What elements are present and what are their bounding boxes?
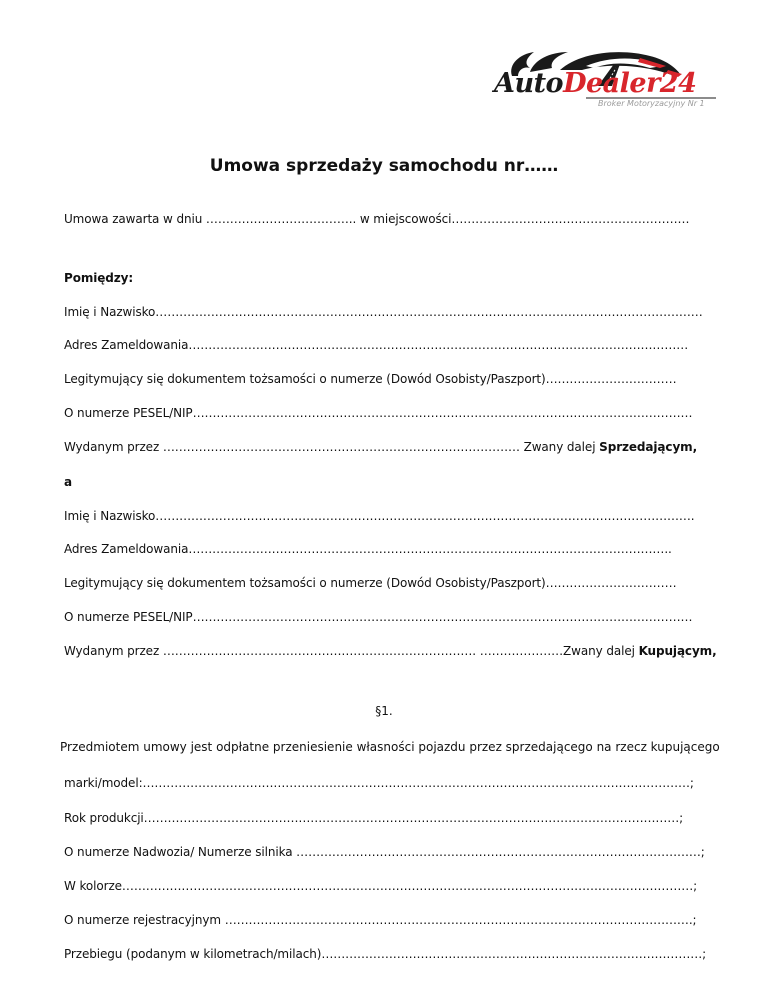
section-1-intro: Przedmiotem umowy jest odpłatne przeniesienie własności pojazdu przez sprzedającego na rzecz kupującego <box>60 740 720 754</box>
contract-date-place-line: Umowa zawarta w dniu ……………………………….. w miejscowości…………………………………………………… <box>64 212 690 226</box>
buyer-issued-by-text: Wydanym przez ……………………………………………………………………. …………………Zwany dalej <box>64 644 639 658</box>
seller-pesel-line: O numerze PESEL/NIP……………………………………………………………………………………………………………… <box>64 406 693 420</box>
vehicle-year-line: Rok produkcji………………………………………………………………………………………………………………………; <box>64 811 684 825</box>
seller-id-document-line: Legitymujący się dokumentem tożsamości o numerze (Dowód Osobisty/Paszport)…………………………… <box>64 372 677 386</box>
between-label <box>64 270 133 286</box>
buyer-id-document-line: Legitymujący się dokumentem tożsamości o numerze (Dowód Osobisty/Paszport)…………………………… <box>64 576 677 590</box>
vehicle-vin-line: O numerze Nadwozia/ Numerze silnika …………………………………………………………………………………………; <box>64 845 705 859</box>
vehicle-mileage-line: Przebiegu (podanym w kilometrach/milach)……………………………………………………………………………………; <box>64 947 707 961</box>
logo-tagline: Broker Motoryzacyjny Nr 1 <box>598 99 705 108</box>
company-logo <box>490 46 720 114</box>
between-label-text: Pomiędzy: <box>64 271 134 285</box>
buyer-issued-by-line <box>64 643 717 659</box>
and-label-text: a <box>64 475 72 489</box>
section-1-heading: §1. <box>375 704 393 718</box>
buyer-role: Kupującym, <box>638 644 717 658</box>
buyer-name-line: Imię i Nazwisko………………………………………………………………………………………………………………………. <box>64 509 695 523</box>
seller-issued-by-line <box>64 439 697 455</box>
buyer-address-line: Adres Zameldowania………………………………………………………………………………………………………….. <box>64 542 672 556</box>
logo-word-dealer24: Dealer24 <box>563 68 697 99</box>
vehicle-registration-line: O numerze rejestracyjnym ……………………………………………………………………………………………………….; <box>64 913 697 927</box>
vehicle-color-line: W kolorze………………………………………………………………………………………………………………………………; <box>64 879 698 893</box>
and-label <box>64 474 72 490</box>
vehicle-make-model-line: marki/model:…………………………………………………………………………………………………………………………; <box>64 776 694 790</box>
seller-role: Sprzedającym, <box>599 440 698 454</box>
logo-wordmark <box>494 68 696 99</box>
seller-name-line: Imię i Nazwisko………………………………………………………………………………………………………………………… <box>64 305 703 319</box>
seller-address-line: Adres Zameldowania……………………………………………………………………………………………………………… <box>64 338 689 352</box>
seller-issued-by-text: Wydanym przez ……………………………………………………………………………… Zwany dalej <box>64 440 600 454</box>
buyer-pesel-line: O numerze PESEL/NIP……………………………………………………………………………………………………………… <box>64 610 693 624</box>
logo-word-auto: Auto <box>494 68 564 99</box>
document-title: Umowa sprzedaży samochodu nr…… <box>209 156 559 176</box>
